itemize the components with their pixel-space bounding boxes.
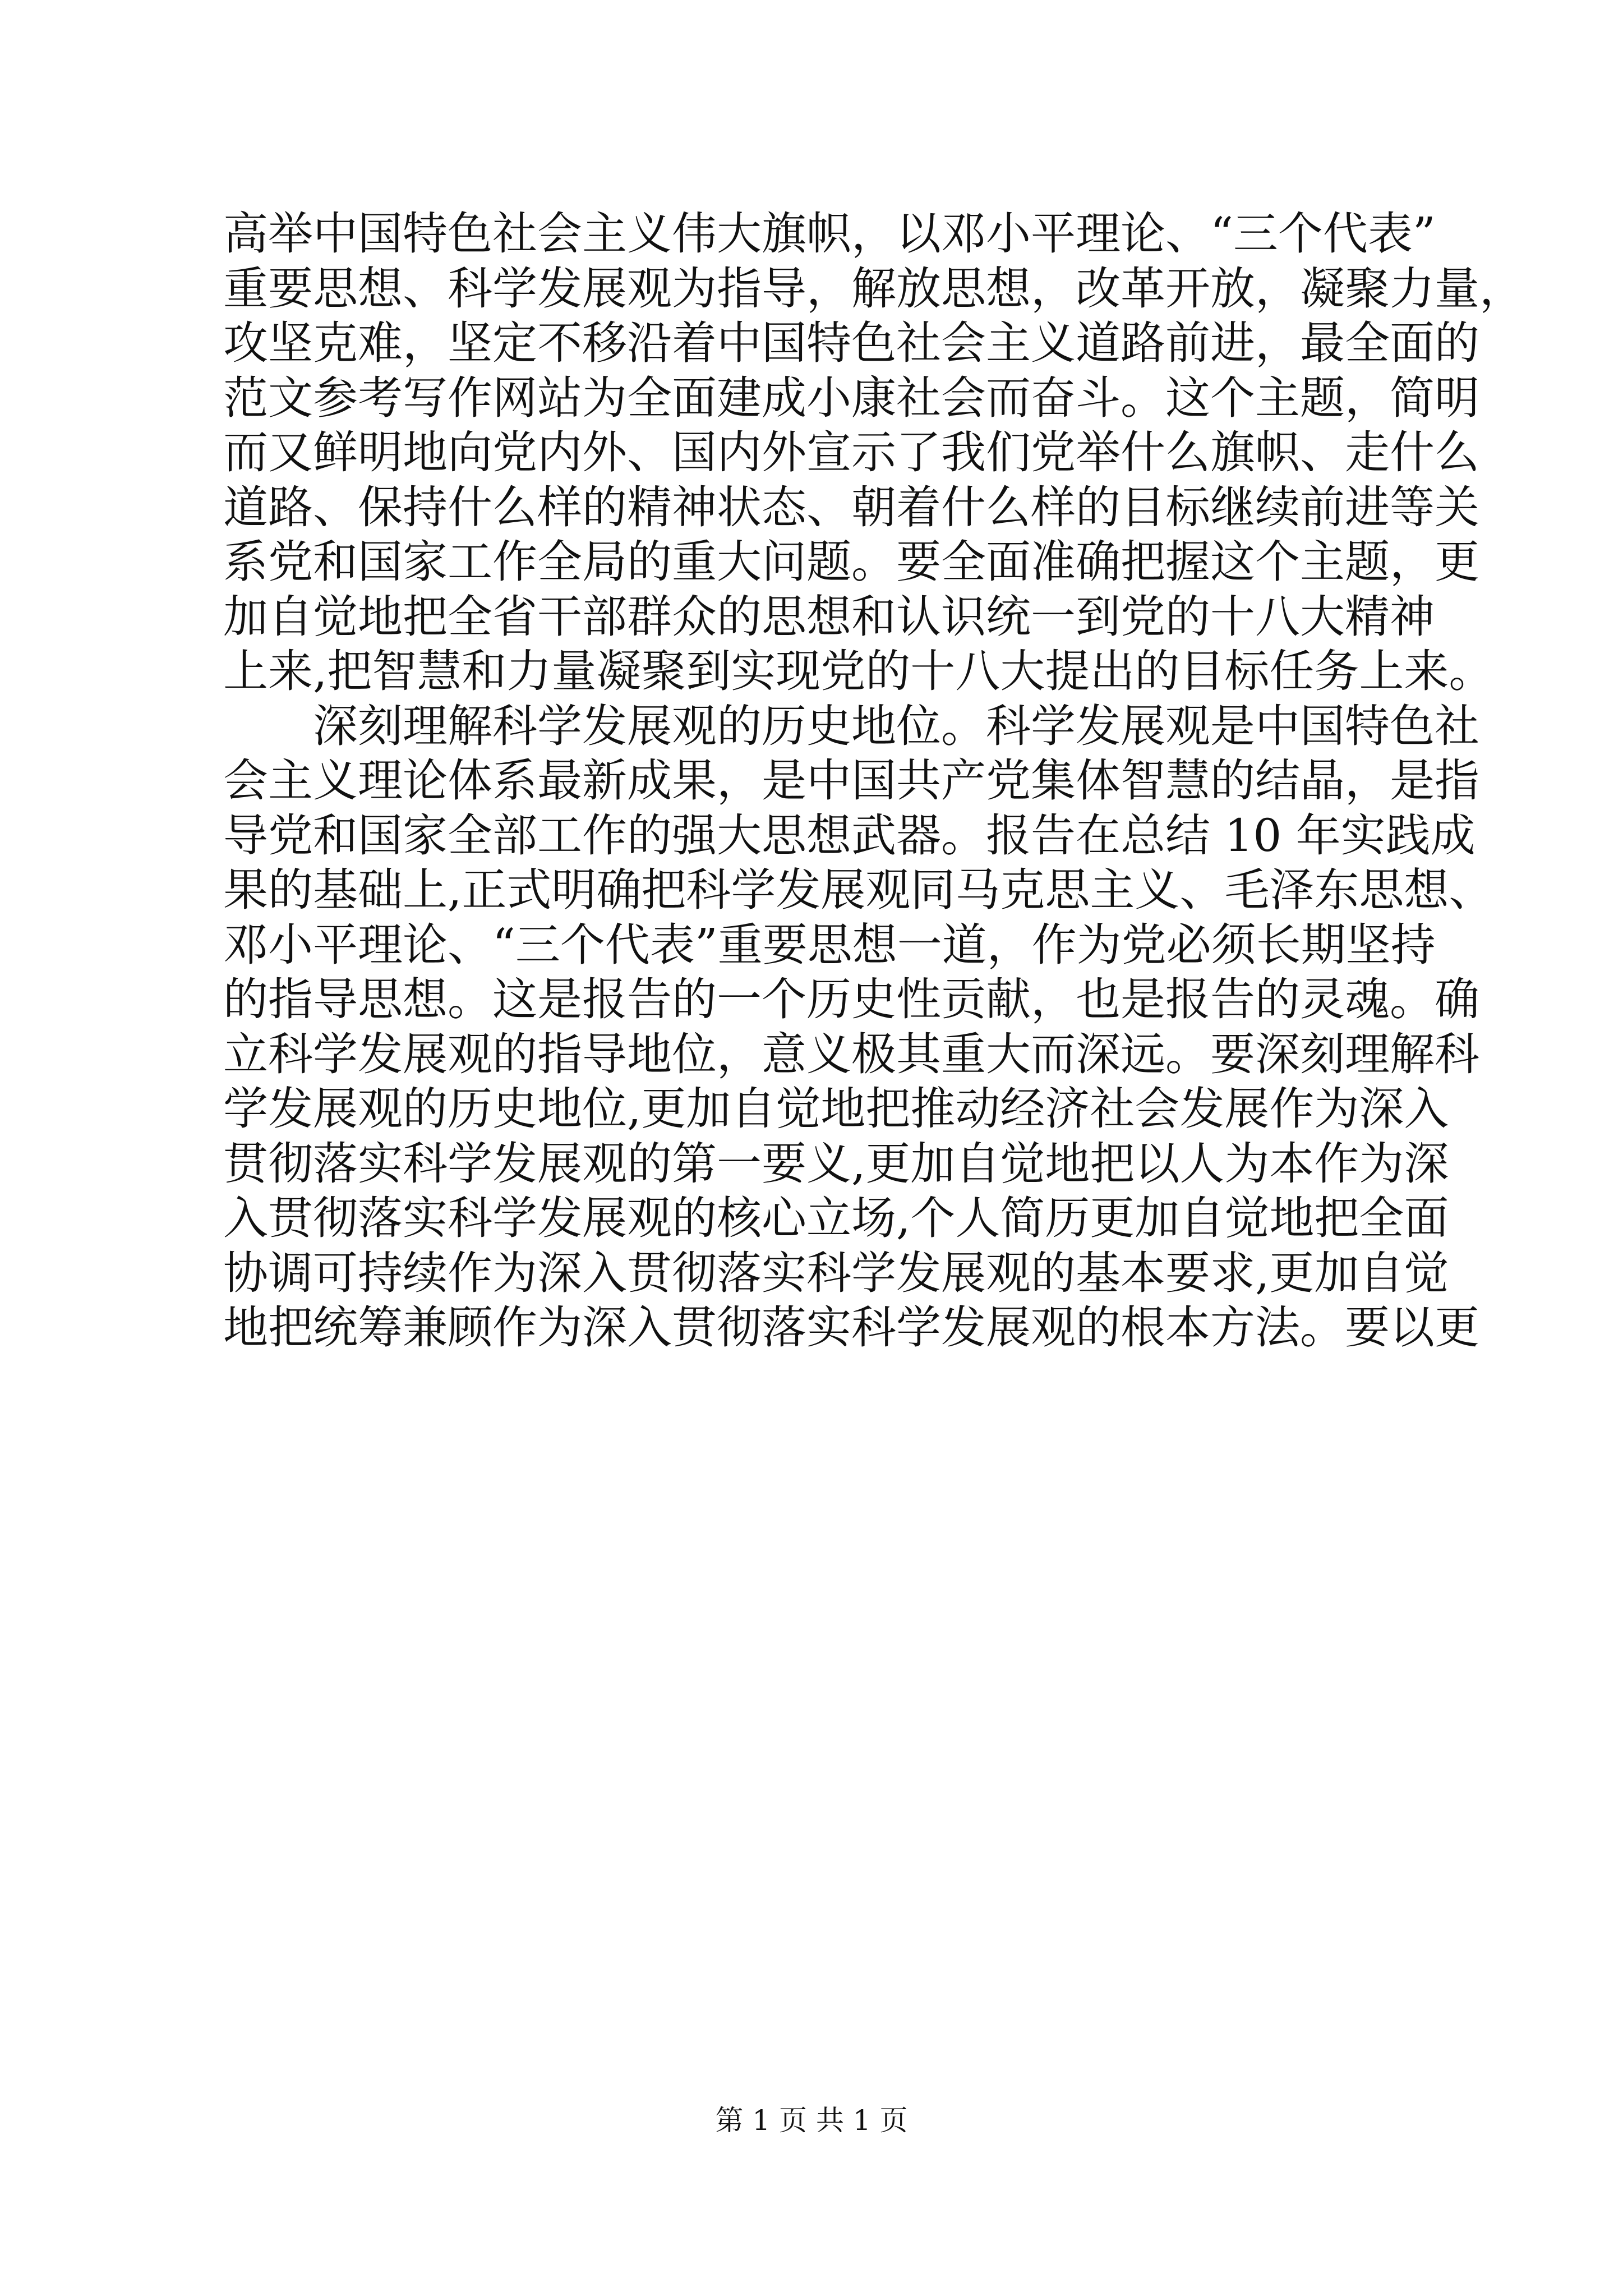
paragraph-2 — [223, 699, 1494, 1355]
paragraph-1 — [223, 206, 1524, 699]
text-line: 重要思想、科学发展观为指导，解放思想，改革开放，凝聚力量， — [223, 262, 1524, 315]
document-body — [223, 206, 1524, 1355]
text-line: 邓小平理论、“三个代表”重要思想一道，作为党必须长期坚持 — [223, 918, 1436, 971]
text-line: 会主义理论体系最新成果，是中国共产党集体智慧的结晶，是指 — [223, 754, 1479, 807]
text-line: 协调可持续作为深入贯彻落实科学发展观的基本要求,更加自觉 — [223, 1246, 1449, 1299]
text-line: 学发展观的历史地位,更加自觉地把推动经济社会发展作为深入 — [223, 1083, 1449, 1135]
text-line: 贯彻落实科学发展观的第一要义,更加自觉地把以人为本作为深 — [223, 1137, 1449, 1190]
text-line: 道路、保持什么样的精神状态、朝着什么样的目标继续前进等关 — [223, 481, 1479, 533]
text-line: 范文参考写作网站为全面建成小康社会而奋斗。这个主题，简明 — [223, 371, 1479, 424]
text-line: 高举中国特色社会主义伟大旗帜，以邓小平理论、“三个代表” — [223, 208, 1436, 260]
text-line: 上来,把智慧和力量凝聚到实现党的十八大提出的目标任务上来。 — [223, 645, 1494, 697]
text-line: 果的基础上,正式明确把科学发展观同马克思主义、毛泽东思想、 — [223, 864, 1494, 916]
text-line: 立科学发展观的指导地位，意义极其重大而深远。要深刻理解科 — [223, 1028, 1479, 1080]
text-line: 入贯彻落实科学发展观的核心立场,个人简历更加自觉地把全面 — [223, 1192, 1449, 1244]
text-line: 系党和国家工作全局的重大问题。要全面准确把握这个主题，更 — [223, 536, 1479, 588]
text-line: 深刻理解科学发展观的历史地位。科学发展观是中国特色社 — [313, 700, 1479, 752]
page-footer — [0, 2098, 1623, 2138]
text-line: 而又鲜明地向党内外、国内外宣示了我们党举什么旗帜、走什么 — [223, 426, 1479, 478]
text-line: 导党和国家全部工作的强大思想武器。报告在总结 10 年实践成 — [223, 809, 1476, 862]
text-line: 的指导思想。这是报告的一个历史性贡献，也是报告的灵魂。确 — [223, 973, 1479, 1025]
page-number-label: 第 1 页 共 1 页 — [715, 2104, 908, 2137]
text-line: 加自觉地把全省干部群众的思想和认识统一到党的十八大精神 — [223, 590, 1435, 643]
text-line: 攻坚克难，坚定不移沿着中国特色社会主义道路前进，最全面的 — [223, 317, 1479, 369]
text-line: 地把统筹兼顾作为深入贯彻落实科学发展观的根本方法。要以更 — [223, 1301, 1479, 1354]
